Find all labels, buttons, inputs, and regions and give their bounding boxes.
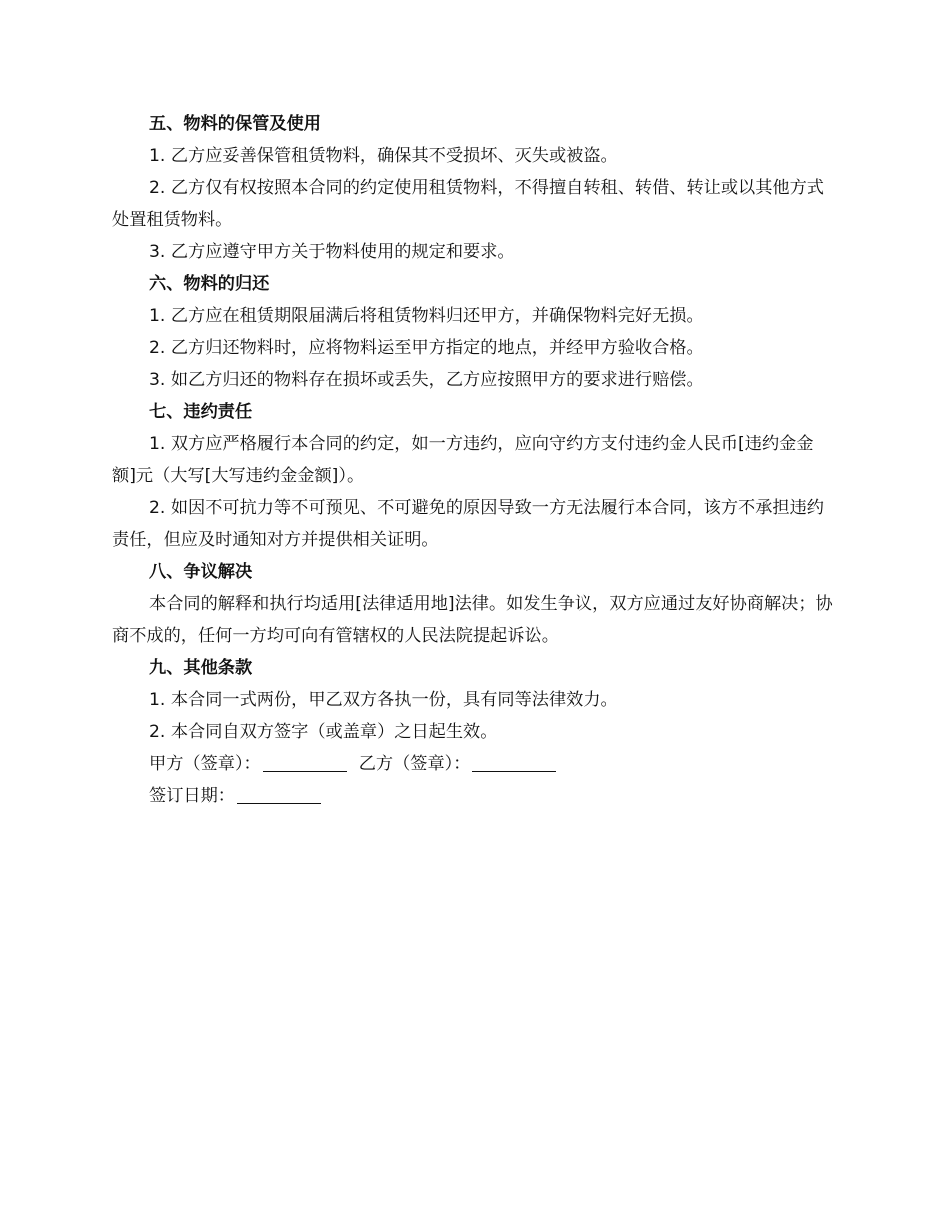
party-b-signature-label: 乙方（签章）： [358, 754, 471, 774]
party-b-signature-blank [472, 770, 556, 772]
section-6-heading: 六、物料的归还 [149, 274, 270, 294]
section-6-item-2: 2. 乙方归还物料时，应将物料运至甲方指定的地点，并经甲方验收合格。 [149, 338, 704, 358]
signing-date-line [112, 780, 836, 812]
section-9-heading: 九、其他条款 [149, 658, 253, 678]
section-8-heading: 八、争议解决 [149, 562, 253, 582]
signature-line [112, 748, 836, 780]
section-5-item-2: 2. 乙方仅有权按照本合同的约定使用租赁物料，不得擅自转租、转借、转让或以其他方式处置租赁物料。 [112, 178, 824, 230]
section-5-heading: 五、物料的保管及使用 [149, 114, 321, 134]
section-7-item-1: 1. 双方应严格履行本合同的约定，如一方违约，应向守约方支付违约金人民币[违约金金额]元（大写[大写违约金金额]）。 [112, 434, 814, 486]
section-5-item-1: 1. 乙方应妥善保管租赁物料，确保其不受损坏、灭失或被盗。 [149, 146, 618, 166]
section-7-item-2: 2. 如因不可抗力等不可预见、不可避免的原因导致一方无法履行本合同，该方不承担违约责任，但应及时通知对方并提供相关证明。 [112, 498, 824, 550]
section-9-item-2: 2. 本合同自双方签字（或盖章）之日起生效。 [149, 722, 498, 742]
party-a-signature-blank [263, 770, 347, 772]
section-5-item-3: 3. 乙方应遵守甲方关于物料使用的规定和要求。 [149, 242, 515, 262]
signing-date-label: 签订日期： [149, 786, 235, 806]
section-8-item-1: 本合同的解释和执行均适用[法律适用地]法律。如发生争议，双方应通过友好协商解决；协商不成的，任何一方均可向有管辖权的人民法院提起诉讼。 [112, 594, 833, 646]
section-6-item-1: 1. 乙方应在租赁期限届满后将租赁物料归还甲方，并确保物料完好无损。 [149, 306, 704, 326]
section-6-item-3: 3. 如乙方归还的物料存在损坏或丢失，乙方应按照甲方的要求进行赔偿。 [149, 370, 704, 390]
party-a-signature-label: 甲方（签章）： [149, 754, 261, 774]
section-7-heading: 七、违约责任 [149, 402, 253, 422]
signing-date-blank [237, 802, 321, 804]
section-9-item-1: 1. 本合同一式两份，甲乙双方各执一份，具有同等法律效力。 [149, 690, 618, 710]
contract-body [112, 108, 836, 812]
